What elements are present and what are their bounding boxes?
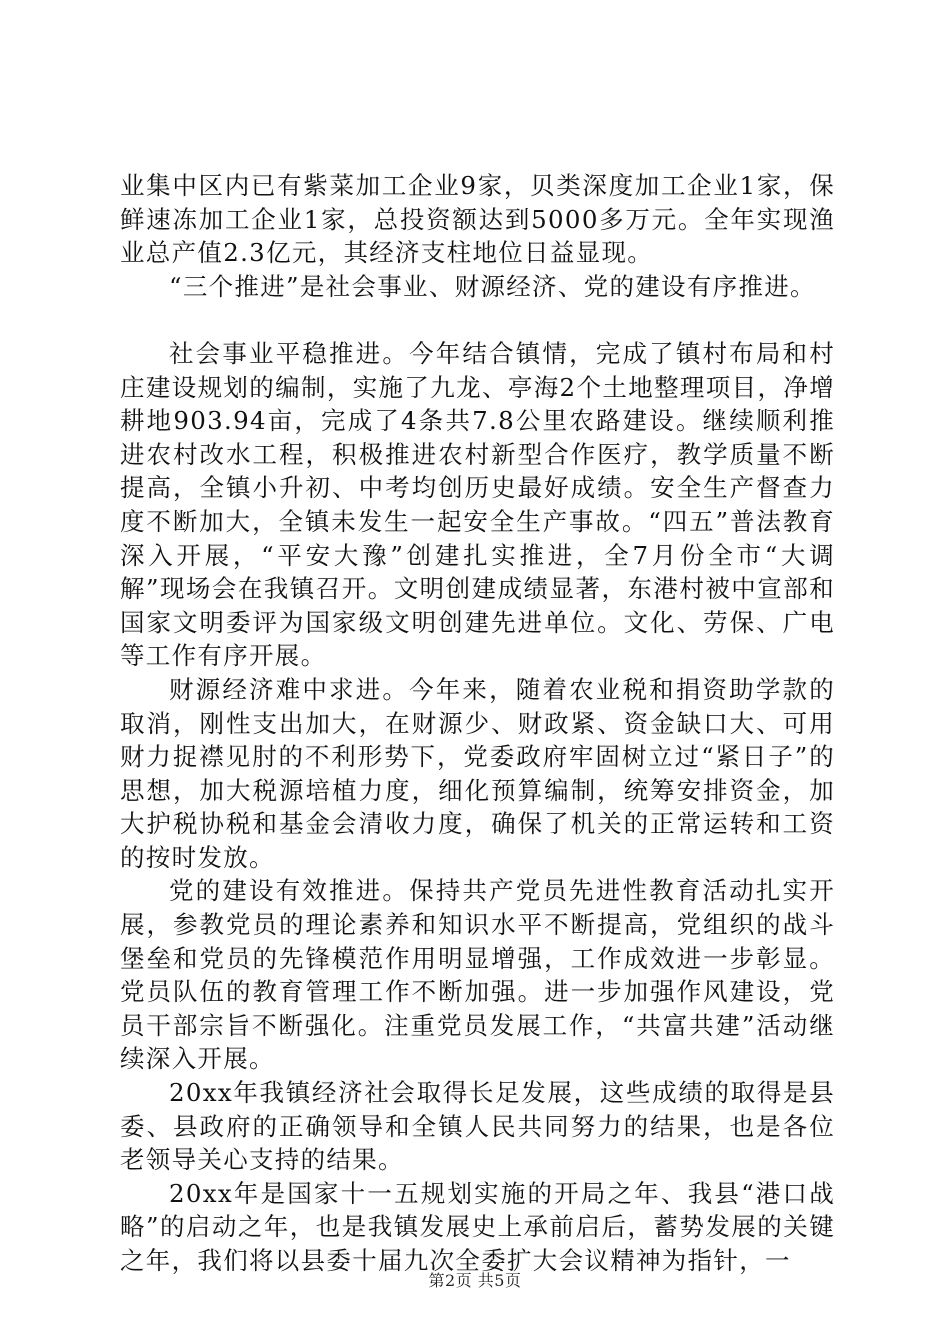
paragraph-gap: [120, 303, 835, 337]
document-body: [120, 169, 835, 1278]
paragraph-social-affairs: 社会事业平稳推进。今年结合镇情，完成了镇村布局和村庄建设规划的编制，实施了九龙、亭海2个土地整理项目，净增耕地903.94亩，完成了4条共7.8公里农路建设。继续顺利推进农村改水工程，积极推进农村新型合作医疗，教学质量不断提高，全镇小升初、中考均创历史最好成绩。安全生产督查力度不断加大，全镇未发生一起安全生产事故。“四五”普法教育深入开展，“平安大豫”创建扎实推进，全7月份全市“大调解”现场会在我镇召开。文明创建成绩显著，东港村被中宣部和国家文明委评为国家级文明创建先进单位。文化、劳保、广电等工作有序开展。: [120, 338, 836, 671]
paragraph-achievements: 20xx年我镇经济社会取得长足发展，这些成绩的取得是县委、县政府的正确领导和全镇人民共同努力的结果，也是各位老领导关心支持的结果。: [120, 1078, 835, 1175]
paragraph-fiscal-economy: 财源经济难中求进。今年来，随着农业税和捐资助学款的取消，刚性支出加大，在财源少、财政紧、资金缺口大、可用财力捉襟见肘的不利形势下，党委政府牢固树立过“紧日子”的思想，加大税源培植力度，细化预算编制，统筹安排资金，加大护税协税和基金会清收力度，确保了机关的正常运转和工资的按时发放。: [120, 674, 835, 872]
paragraph-party-building: 党的建设有效推进。保持共产党员先进性教育活动扎实开展，参教党员的理论素养和知识水平不断提高，党组织的战斗堡垒和党员的先锋模范作用明显增强，工作成效进一步彰显。党员队伍的教育管理工作不断加强。进一步加强作风建设，党员干部宗旨不断强化。注重党员发展工作，“共富共建”活动继续深入开展。: [120, 876, 835, 1074]
paragraph-next-year: 20xx年是国家十一五规划实施的开局之年、我县“港口战略”的启动之年，也是我镇发展史上承前启后，蓄势发展的关键之年，我们将以县委十届九次全委扩大会议精神为指针，一: [120, 1178, 835, 1275]
paragraph-fishery-continuation: 业集中区内已有紫菜加工企业9家，贝类深度加工企业1家，保鲜速冻加工企业1家，总投资额达到5000多万元。全年实现渔业总产值2.3亿元，其经济支柱地位日益显现。: [120, 171, 835, 268]
paragraph-three-advances: “三个推进”是社会事业、财源经济、党的建设有序推进。: [169, 271, 816, 301]
page-number-footer: 第2页 共5页: [428, 1271, 522, 1290]
